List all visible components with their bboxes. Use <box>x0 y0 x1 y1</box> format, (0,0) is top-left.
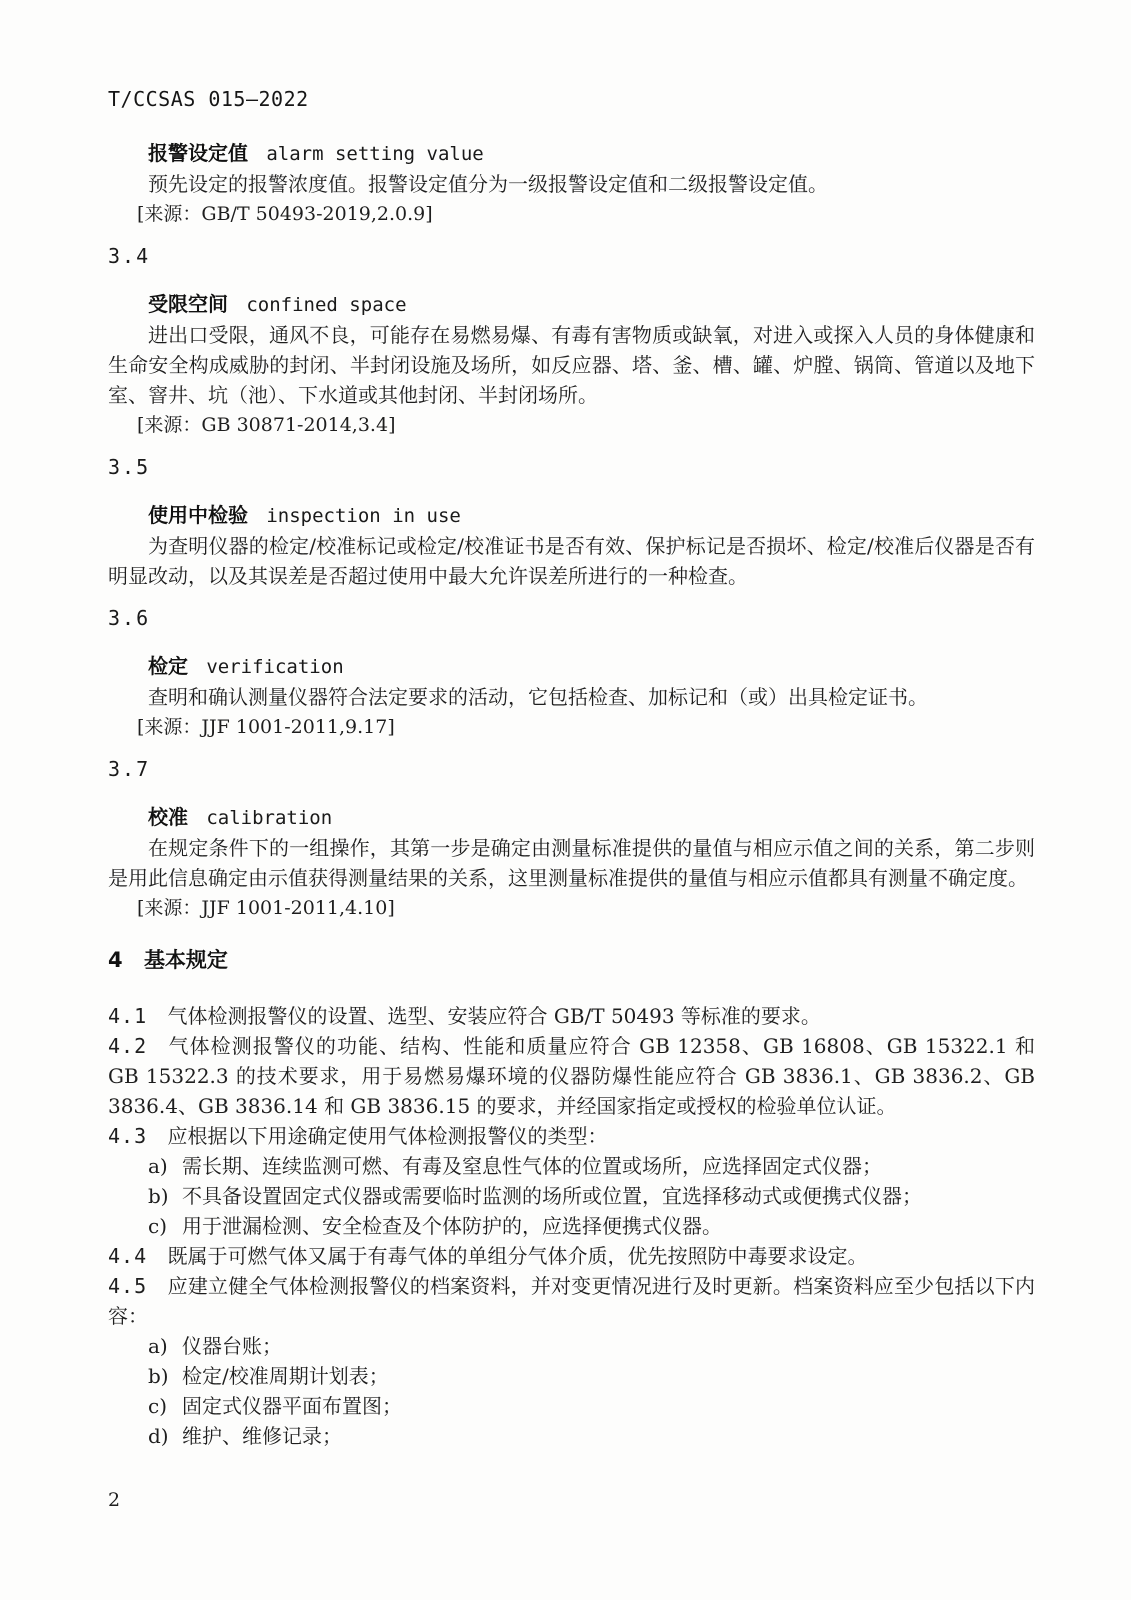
term-definition: 进出口受限，通风不良，可能存在易燃易爆、有毒有害物质或缺氧，对进入或探入人员的身体健康和生命安全构成威胁的封闭、半封闭设施及场所，如反应器、塔、釜、槽、罐、炉膛、锅筒、管道以及地下室、窨井、坑（池）、下水道或其他封闭、半封闭场所。 <box>108 323 1035 407</box>
clause-text: 气体检测报警仪的设置、选型、安装应符合 GB/T 50493 等标准的要求。 <box>167 1004 821 1028</box>
clause-paragraph <box>108 1031 1035 1121</box>
clause-text: 应建立健全气体检测报警仪的档案资料，并对变更情况进行及时更新。档案资料应至少包括以下内容： <box>108 1274 1036 1328</box>
term-entry <box>108 651 1035 742</box>
term-source: [来源：JJF 1001-2011,4.10] <box>137 897 395 919</box>
clause <box>108 1121 1035 1241</box>
section-number: 3.4 <box>108 244 151 268</box>
term-entry <box>108 500 1035 591</box>
term-entry <box>108 138 1035 229</box>
list-item <box>108 1211 1035 1241</box>
term-zh-label: 报警设定值 <box>148 141 248 165</box>
clause <box>108 1241 1035 1271</box>
term-heading <box>108 138 1035 169</box>
clause <box>108 1271 1035 1451</box>
chapter-title: 基本规定 <box>143 948 228 972</box>
list-item-marker: c) <box>148 1214 168 1238</box>
clause-text: 气体检测报警仪的功能、结构、性能和质量应符合 GB 12358、GB 16808、GB 15322.1 和 GB 15322.3 的技术要求，用于易燃易爆环境的仪器防爆性能应符合 GB 3836.1、GB 3836.2、GB 3836.4、GB 3836.14 和 GB 3836.15 的要求，并经国家指定或授权的检验单位认证。 <box>108 1034 1036 1118</box>
list-item-marker: d) <box>148 1424 169 1448</box>
term-definition: 为查明仪器的检定/校准标记或检定/校准证书是否有效、保护标记是否损坏、检定/校准后仪器是否有明显改动，以及其误差是否超过使用中最大允许误差所进行的一种检查。 <box>108 534 1035 588</box>
term-en-label: inspection in use <box>266 505 461 527</box>
list-item <box>108 1421 1035 1451</box>
term-source: [来源：GB/T 50493-2019,2.0.9] <box>137 203 433 225</box>
list-item-marker: c) <box>148 1394 168 1418</box>
list-item-marker: a) <box>148 1154 168 1178</box>
term-definition: 预先设定的报警浓度值。报警设定值分为一级报警设定值和二级报警设定值。 <box>148 172 828 196</box>
clause-number: 4.1 <box>108 1004 148 1028</box>
term-heading <box>108 289 1035 320</box>
list-item <box>108 1361 1035 1391</box>
term-en-label: verification <box>206 656 344 678</box>
term-heading <box>108 651 1035 682</box>
term-zh-label: 检定 <box>148 654 188 678</box>
clause-text: 应根据以下用途确定使用气体检测报警仪的类型： <box>167 1124 608 1148</box>
list-item-text: 维护、维修记录； <box>182 1424 342 1448</box>
chapter-heading <box>108 945 1035 975</box>
term-heading <box>108 500 1035 531</box>
clause-paragraph <box>108 1271 1035 1331</box>
list-item <box>108 1151 1035 1181</box>
list-item-marker: b) <box>148 1184 169 1208</box>
clause-number: 4.4 <box>108 1244 148 1268</box>
clause-text: 既属于可燃气体又属于有毒气体的单组分气体介质，优先按照防中毒要求设定。 <box>167 1244 868 1268</box>
list-item <box>108 1331 1035 1361</box>
term-zh-label: 校准 <box>148 805 188 829</box>
list-item-text: 固定式仪器平面布置图； <box>182 1394 402 1418</box>
clause-paragraph <box>108 1121 1035 1151</box>
term-en-label: alarm setting value <box>266 143 484 165</box>
term-zh-label: 受限空间 <box>148 292 228 316</box>
clause <box>108 1031 1035 1121</box>
section-number: 3.7 <box>108 757 151 781</box>
section-number: 3.6 <box>108 606 151 630</box>
clause-number: 4.3 <box>108 1124 148 1148</box>
term-source: [来源：GB 30871-2014,3.4] <box>137 414 396 436</box>
term-entry <box>108 802 1035 923</box>
list-item-text: 仪器台账； <box>182 1334 282 1358</box>
clause-paragraph <box>108 1001 1035 1031</box>
clause-paragraph <box>108 1241 1035 1271</box>
term-en-label: confined space <box>246 294 407 316</box>
section-number: 3.5 <box>108 455 151 479</box>
term-heading <box>108 802 1035 833</box>
term-source: [来源：JJF 1001-2011,9.17] <box>137 716 395 738</box>
clause-number: 4.2 <box>108 1034 148 1058</box>
chapter-number: 4 <box>108 948 123 972</box>
list-item-text: 用于泄漏检测、安全检查及个体防护的，应选择便携式仪器。 <box>182 1214 722 1238</box>
term-zh-label: 使用中检验 <box>148 503 248 527</box>
page-number: 2 <box>108 1489 121 1511</box>
list-item-marker: b) <box>148 1364 169 1388</box>
term-en-label: calibration <box>206 807 333 829</box>
doc-code-header: T/CCSAS 015—2022 <box>108 87 309 111</box>
clause <box>108 1001 1035 1031</box>
clause-number: 4.5 <box>108 1274 148 1298</box>
list-item <box>108 1181 1035 1211</box>
list-item-text: 需长期、连续监测可燃、有毒及窒息性气体的位置或场所，应选择固定式仪器； <box>182 1154 882 1178</box>
list-item <box>108 1391 1035 1421</box>
list-item-marker: a) <box>148 1334 168 1358</box>
list-item-text: 不具备设置固定式仪器或需要临时监测的场所或位置，宜选择移动式或便携式仪器； <box>182 1184 922 1208</box>
term-definition: 查明和确认测量仪器符合法定要求的活动，它包括检查、加标记和（或）出具检定证书。 <box>148 685 928 709</box>
list-item-text: 检定/校准周期计划表； <box>182 1364 389 1388</box>
term-entry <box>108 289 1035 440</box>
term-definition: 在规定条件下的一组操作，其第一步是确定由测量标准提供的量值与相应示值之间的关系，第二步则是用此信息确定由示值获得测量结果的关系，这里测量标准提供的量值与相应示值都具有测量不确定度。 <box>108 836 1035 890</box>
